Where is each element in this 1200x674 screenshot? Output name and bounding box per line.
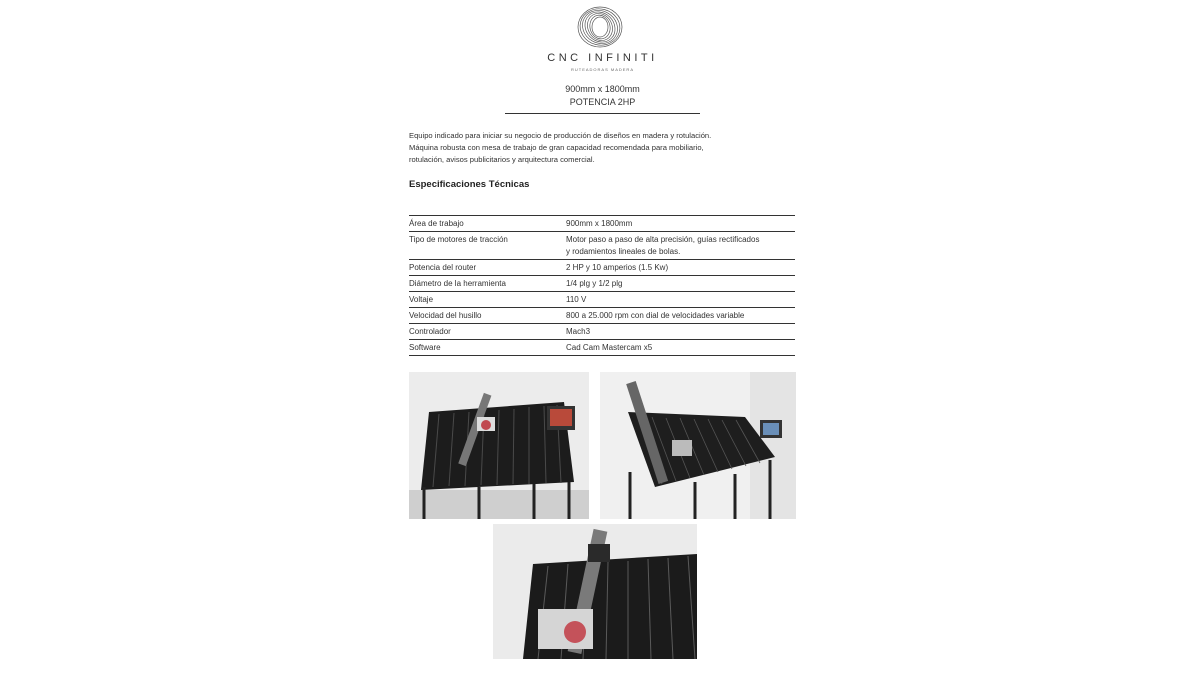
spec-value: 1/4 plg y 1/2 plg: [566, 276, 795, 292]
brand-name: CNC INFINITI: [547, 52, 658, 64]
specs-heading: Especificaciones Técnicas: [409, 179, 530, 190]
table-row: [409, 216, 795, 232]
infiniti-logo-icon: [575, 4, 625, 50]
table-row: [409, 232, 795, 260]
table-row: [409, 340, 795, 356]
table-row: [409, 308, 795, 324]
machine-power: POTENCIA 2HP: [569, 97, 636, 107]
cnc-machine-photo-front: [409, 372, 589, 519]
header-divider: [505, 113, 700, 114]
spec-value: 110 V: [566, 292, 795, 308]
table-row: [409, 260, 795, 276]
spec-label: Tipo de motores de tracción: [409, 232, 566, 260]
specs-table: [409, 215, 795, 356]
spec-label: Diámetro de la herramienta: [409, 276, 566, 292]
spec-value: 900mm x 1800mm: [566, 216, 795, 232]
table-row: [409, 324, 795, 340]
description-line: rotulación, avisos publicitarios y arquitectura comercial.: [409, 155, 595, 164]
spec-label: Velocidad del husillo: [409, 308, 566, 324]
product-description: [409, 130, 794, 166]
product-sheet: [405, 0, 800, 674]
spec-value: 800 a 25.000 rpm con dial de velocidades variable: [566, 308, 795, 324]
cnc-machine-photo-closeup: [493, 524, 697, 659]
description-line: Equipo indicado para iniciar su negocio de producción de diseños en madera y rotulación.: [409, 131, 712, 140]
cnc-machine-photo-side: [600, 372, 796, 519]
brand-tagline: RUTEADORAS MADERA: [570, 67, 634, 72]
spec-label: Controlador: [409, 324, 566, 340]
table-row: [409, 276, 795, 292]
spec-label: Área de trabajo: [409, 216, 566, 232]
spec-label: Software: [409, 340, 566, 356]
spec-label: Potencia del router: [409, 260, 566, 276]
spec-value: Cad Cam Mastercam x5: [566, 340, 795, 356]
machine-dimensions: 900mm x 1800mm: [565, 84, 640, 94]
spec-value: Mach3: [566, 324, 795, 340]
spec-value: Motor paso a paso de alta precisión, guías rectificados y rodamientos lineales de bolas.: [566, 232, 795, 260]
table-row: [409, 292, 795, 308]
description-line: Máquina robusta con mesa de trabajo de gran capacidad recomendada para mobiliario,: [409, 143, 704, 152]
spec-value: 2 HP y 10 amperios (1.5 Kw): [566, 260, 795, 276]
spec-label: Voltaje: [409, 292, 566, 308]
